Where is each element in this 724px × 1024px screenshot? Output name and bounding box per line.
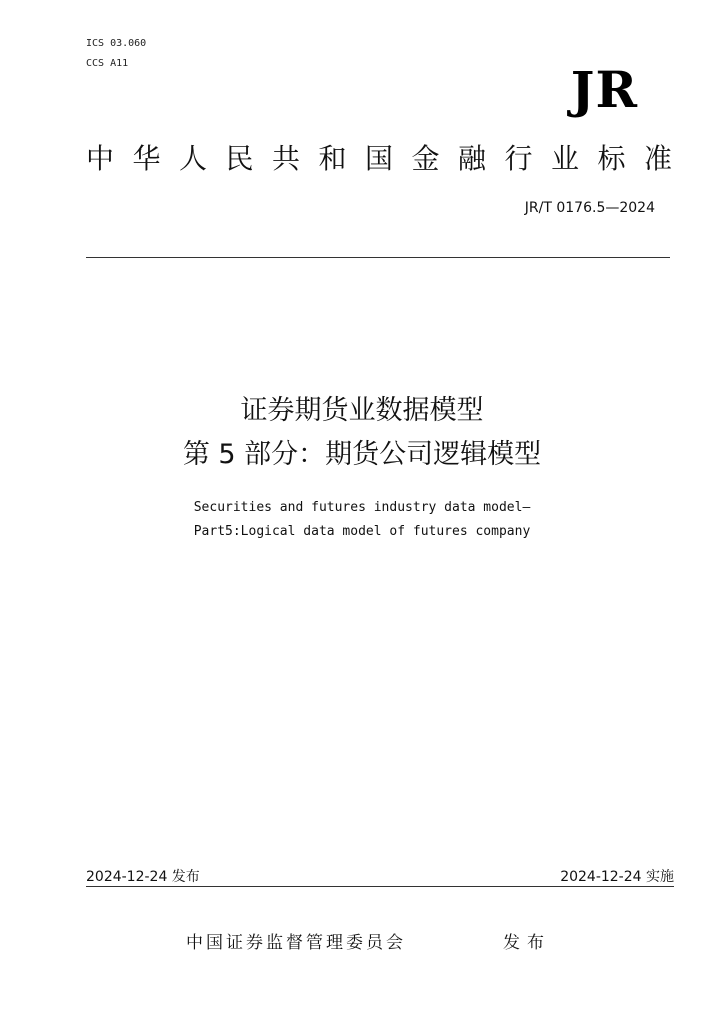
title-en-line2: Part5:Logical data model of futures company [193, 524, 531, 539]
top-divider [86, 257, 670, 258]
title-zh-line1: 证券期货业数据模型 [240, 395, 484, 426]
ccs-code: CCS A11 [86, 58, 129, 69]
issue-date: 2024-12-24 发布 [86, 869, 200, 885]
issue-label: 发布 [503, 933, 551, 953]
bottom-divider [86, 886, 674, 887]
implementation-date: 2024-12-24 实施 [560, 869, 674, 885]
title-zh-line2: 第 5 部分：期货公司逻辑模型 [182, 439, 542, 470]
ics-code: ICS 03.060 [86, 38, 147, 49]
standard-number: JR/T 0176.5—2024 [524, 200, 655, 216]
jr-logo: JR [570, 60, 638, 119]
issuing-authority: 中国证券监督管理委员会 [186, 933, 406, 953]
standard-category: 中华人民共和国金融行业标准 [86, 142, 691, 175]
title-en-line1: Securities and futures industry data model— [193, 500, 531, 515]
